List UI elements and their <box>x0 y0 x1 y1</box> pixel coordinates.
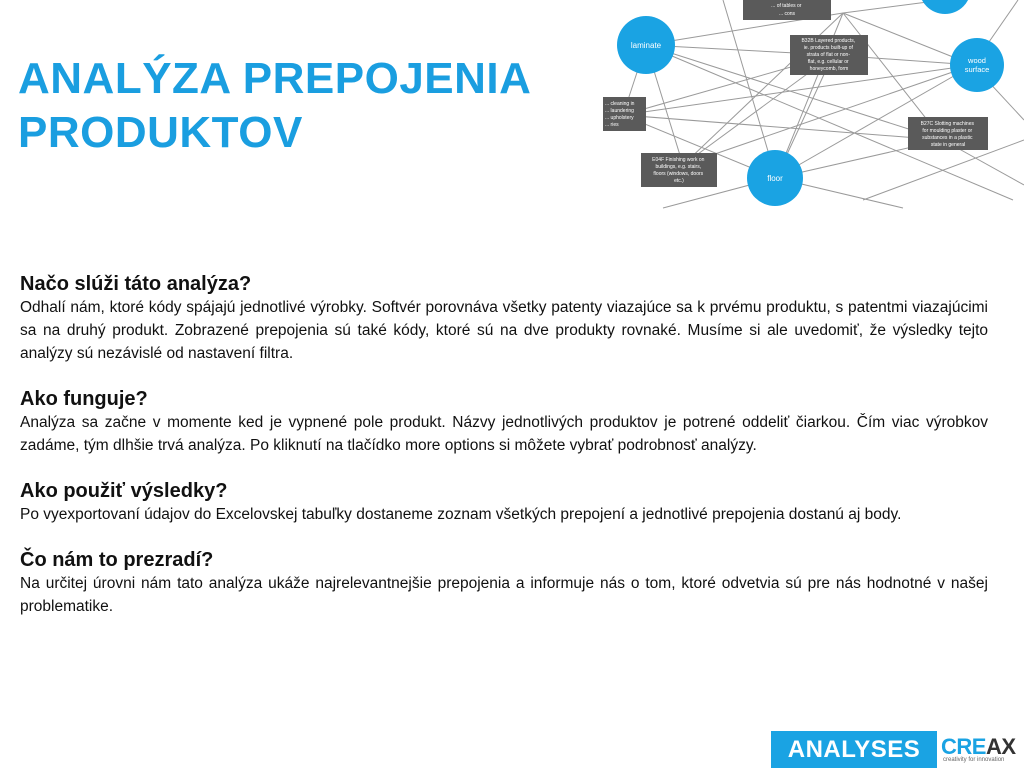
code-box-cleaning <box>603 97 646 131</box>
logo-wordmark: CREAX <box>941 734 1016 759</box>
section-heading: Ako funguje? <box>20 388 148 410</box>
section-heading: Čo nám to prezradí? <box>20 549 214 571</box>
svg-text:E04F Finishing work on: E04F Finishing work on buildings, e.g. stairs, floors (windows, doors etc.) <box>652 157 705 184</box>
node-top-partial <box>919 0 971 14</box>
svg-text:... cleaning in ... la: ... cleaning in ... laundering ... upholstery ... ries <box>605 101 635 128</box>
section-purpose <box>20 272 988 365</box>
node-label: laminate <box>630 41 662 50</box>
footer-branding <box>771 731 1024 768</box>
section-body: Odhalí nám, ktoré kódy spájajú jednotlivé výrobky. Softvér porovnáva všetky patenty viazajúce sa k prvému produktu, s patentmi viazajúcimi sa na druhý produkt. Zobrazené prepojenia sú také kódy, ktoré sú na dve produkty rovnaké. Musíme si ale uvedomiť, že výsledky tejto analýzy sú nezávislé od nastavení filtra. <box>20 299 988 362</box>
analyses-label: ANALYSES <box>771 731 937 768</box>
section-what-it-reveals <box>20 548 988 618</box>
logo-tagline: creativity for innovation <box>943 757 1005 763</box>
section-body: Na určitej úrovni nám tato analýza ukáže najrelevantnejšie prepojenia a informuje nás o tom, ktoré odvetvia sú pre nás hodnotné v našej problematike. <box>20 575 988 615</box>
code-box-e04f <box>641 153 717 187</box>
svg-text:B27C Slotting machines: B27C Slotting machines for moulding plaster or substances in a plastic state in general <box>920 121 974 148</box>
section-heading: Ako použiť výsledky? <box>20 480 228 502</box>
section-using-results <box>20 479 988 526</box>
node-label: floor <box>767 174 783 183</box>
code-box-top <box>743 0 831 20</box>
creax-logo <box>939 731 1024 768</box>
content-area <box>20 272 988 640</box>
node-wood-surface <box>950 38 1004 92</box>
section-body: Po vyexportovaní údajov do Excelovskej tabuľky dostaneme zoznam všetkých prepojení a jednotlivé prepojenia dostanú aj body. <box>20 506 902 523</box>
code-box-b28c <box>908 117 988 150</box>
section-body: Analýza sa začne v momente ked je vypnené pole produkt. Názvy jednotlivých produktov je potrené oddeliť čiarkou. Čím viac výrobkov zadáme, tým dlhšie trvá analýza. Po kliknutí na tlačídko more options si môžete vybrať podrobnosť analýzy. <box>20 414 988 454</box>
patent-network-graph <box>603 0 1024 210</box>
svg-text:... of tables or ... c: ... of tables or ... cons <box>771 3 802 17</box>
code-box-b32b <box>790 35 868 75</box>
node-label: wood surface <box>964 56 990 74</box>
svg-text:B32B Layered products,: B32B Layered products, ie. products built-up of strata of flat or non- flat, e.g. cellular or honeycomb, form <box>801 38 856 72</box>
network-svg <box>603 0 1024 210</box>
node-floor <box>747 150 803 206</box>
page-title-line-1: ANALÝZA PREPOJENIA <box>18 54 532 103</box>
section-how-it-works <box>20 387 988 457</box>
section-heading: Načo slúži táto analýza? <box>20 273 252 295</box>
page-title-line-2: PRODUKTOV <box>18 108 303 157</box>
page-title <box>18 52 531 160</box>
node-laminate <box>617 16 675 74</box>
